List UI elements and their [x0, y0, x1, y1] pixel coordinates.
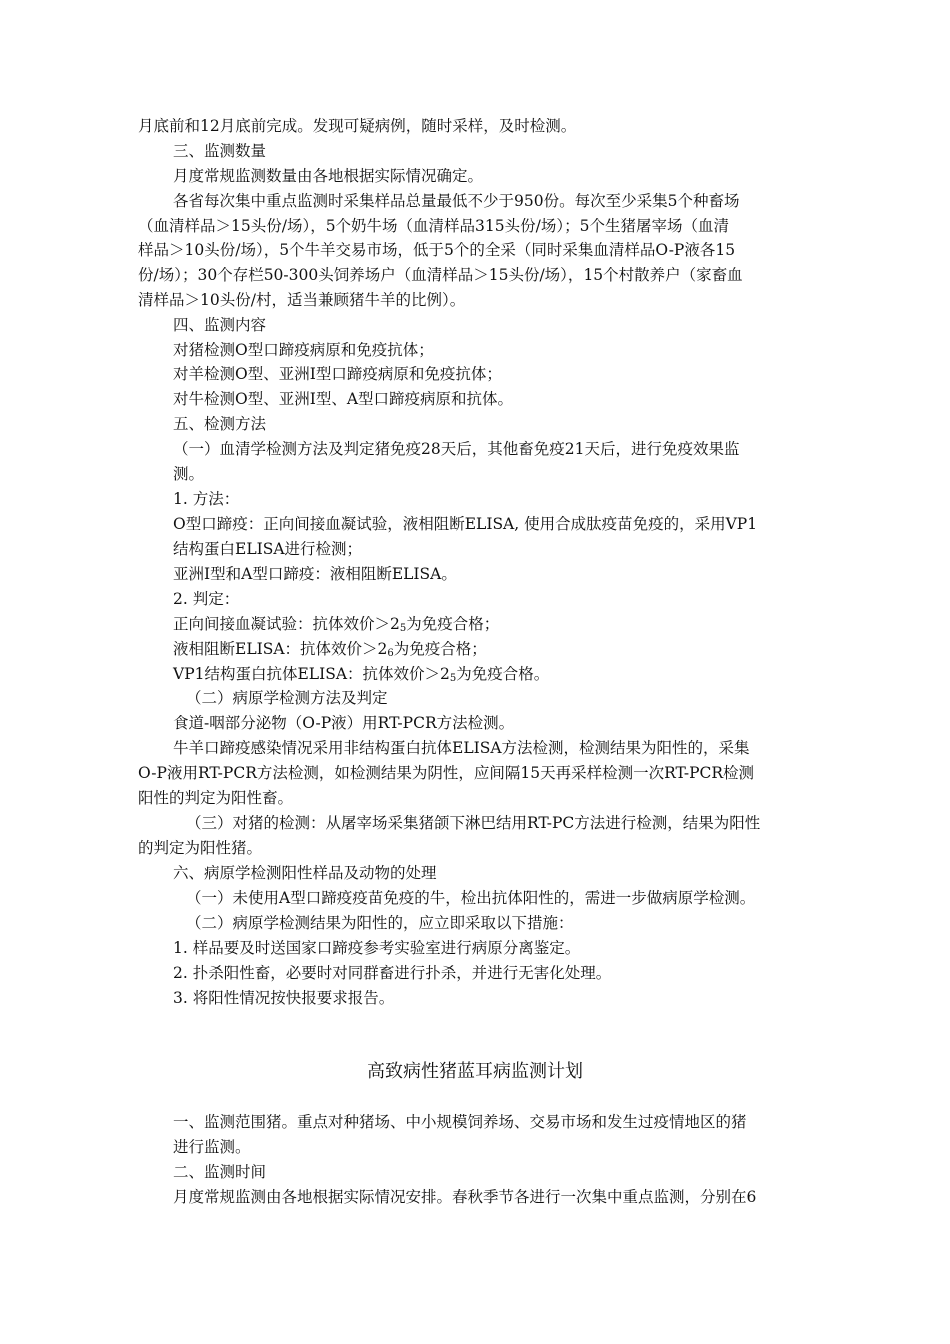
text-line: 阳性的判定为阳性畜。	[138, 789, 294, 807]
text-line	[173, 637, 853, 664]
section-heading: 五、检测方法	[173, 415, 267, 433]
text-line: 亚洲Ⅰ型和A型口蹄疫：液相阻断ELISA。	[173, 565, 457, 583]
text-line: 对羊检测O型、亚洲Ⅰ型口蹄疫病原和免疫抗体；	[173, 365, 502, 383]
text-line: （二）病原学检测结果为阳性的，应立即采取以下措施：	[186, 914, 574, 932]
text-line: 对牛检测O型、亚洲Ⅰ型、A型口蹄疫病原和抗体。	[173, 390, 514, 408]
section-subheading: （二）病原学检测方法及判定	[186, 689, 388, 707]
text-line: 样品＞10头份/场），5个牛羊交易市场，低于5个的全采（同时采集血清样品O-P液各15	[138, 241, 736, 259]
text-line: （三）对猪的检测：从屠宰场采集猪颌下淋巴结用RT-PC方法进行检测，结果为阳性	[186, 814, 761, 832]
text-line: 各省每次集中重点监测时采集样品总量最低不少于950份。每次至少采集5个种畜场	[173, 192, 740, 210]
text-line: 食道-咽部分泌物（O-P液）用RT-PCR方法检测。	[173, 714, 515, 732]
text-line: （一）未使用A型口蹄疫疫苗免疫的牛，检出抗体阳性的，需进一步做病原学检测。	[186, 889, 756, 907]
exponent: 6	[387, 648, 394, 659]
text-segment: 液相阻断ELISA：抗体效价＞2	[173, 640, 388, 658]
text-segment: 正向间接血凝试验：抗体效价＞2	[173, 615, 400, 633]
text-line: 对猪检测O型口蹄疫病原和免疫抗体；	[173, 341, 434, 359]
text-line	[173, 612, 853, 639]
exponent: 5	[449, 673, 457, 684]
text-line: 测。	[173, 465, 205, 483]
section-title: 高致病性猪蓝耳病监测计划	[367, 1061, 583, 1082]
text-line: 3. 将阳性情况按快报要求报告。	[173, 989, 395, 1007]
text-line: 牛羊口蹄疫感染情况采用非结构蛋白抗体ELISA方法检测，检测结果为阳性的，采集	[173, 739, 750, 757]
text-line: 进行监测。	[173, 1138, 251, 1156]
exponent: 5	[399, 623, 407, 634]
section-heading: 六、病原学检测阳性样品及动物的处理	[173, 864, 437, 882]
text-line: 清样品＞10头份/村，适当兼顾猪牛羊的比例）。	[138, 291, 466, 309]
text-line: 月度常规监测数量由各地根据实际情况确定。	[173, 167, 484, 185]
section-heading: 三、监测数量	[173, 142, 267, 160]
text-segment: 为免疫合格。	[456, 665, 550, 683]
text-line: （一）血清学检测方法及判定猪免疫28天后，其他畜免疫21天后，进行免疫效果监	[173, 440, 740, 458]
text-line: 份/场）；30个存栏50-300头饲养场户（血清样品＞15头份/场），15个村散养户（家畜血	[138, 266, 743, 284]
text-segment: VP1结构蛋白抗体ELISA：抗体效价＞2	[173, 665, 450, 683]
text-line: 1. 样品要及时送国家口蹄疫参考实验室进行病原分离鉴定。	[173, 939, 581, 957]
text-line: 结构蛋白ELISA进行检测；	[173, 540, 363, 558]
text-line: O-P液用RT-PCR方法检测，如检测结果为阴性，应间隔15天再采样检测一次RT-PCR检测	[138, 764, 755, 782]
text-line: 2. 扑杀阳性畜，必要时对同群畜进行扑杀，并进行无害化处理。	[173, 964, 612, 982]
text-line: 月底前和12月底前完成。发现可疑病例，随时采样，及时检测。	[138, 117, 577, 135]
text-line: 月度常规监测由各地根据实际情况安排。春秋季节各进行一次集中重点监测，分别在6	[173, 1188, 757, 1206]
text-line: O型口蹄疫：正向间接血凝试验，液相阻断ELISA, 使用合成肽疫苗免疫的，采用VP1	[173, 515, 758, 533]
section-heading: 二、监测时间	[173, 1163, 267, 1181]
section-heading: 四、监测内容	[173, 316, 267, 334]
text-line	[173, 662, 853, 689]
text-line: （血清样品＞15头份/场），5个奶牛场（血清样品315头份/场）；5个生猪屠宰场（血清	[138, 217, 729, 235]
text-line: 1. 方法：	[173, 490, 240, 508]
text-line: 的判定为阳性猪。	[138, 839, 263, 857]
text-segment: 为免疫合格；	[393, 640, 487, 658]
text-line: 2. 判定：	[173, 590, 240, 608]
text-line: 一、监测范围猪。重点对种猪场、中小规模饲养场、交易市场和发生过疫情地区的猪	[173, 1113, 747, 1131]
text-segment: 为免疫合格；	[406, 615, 500, 633]
